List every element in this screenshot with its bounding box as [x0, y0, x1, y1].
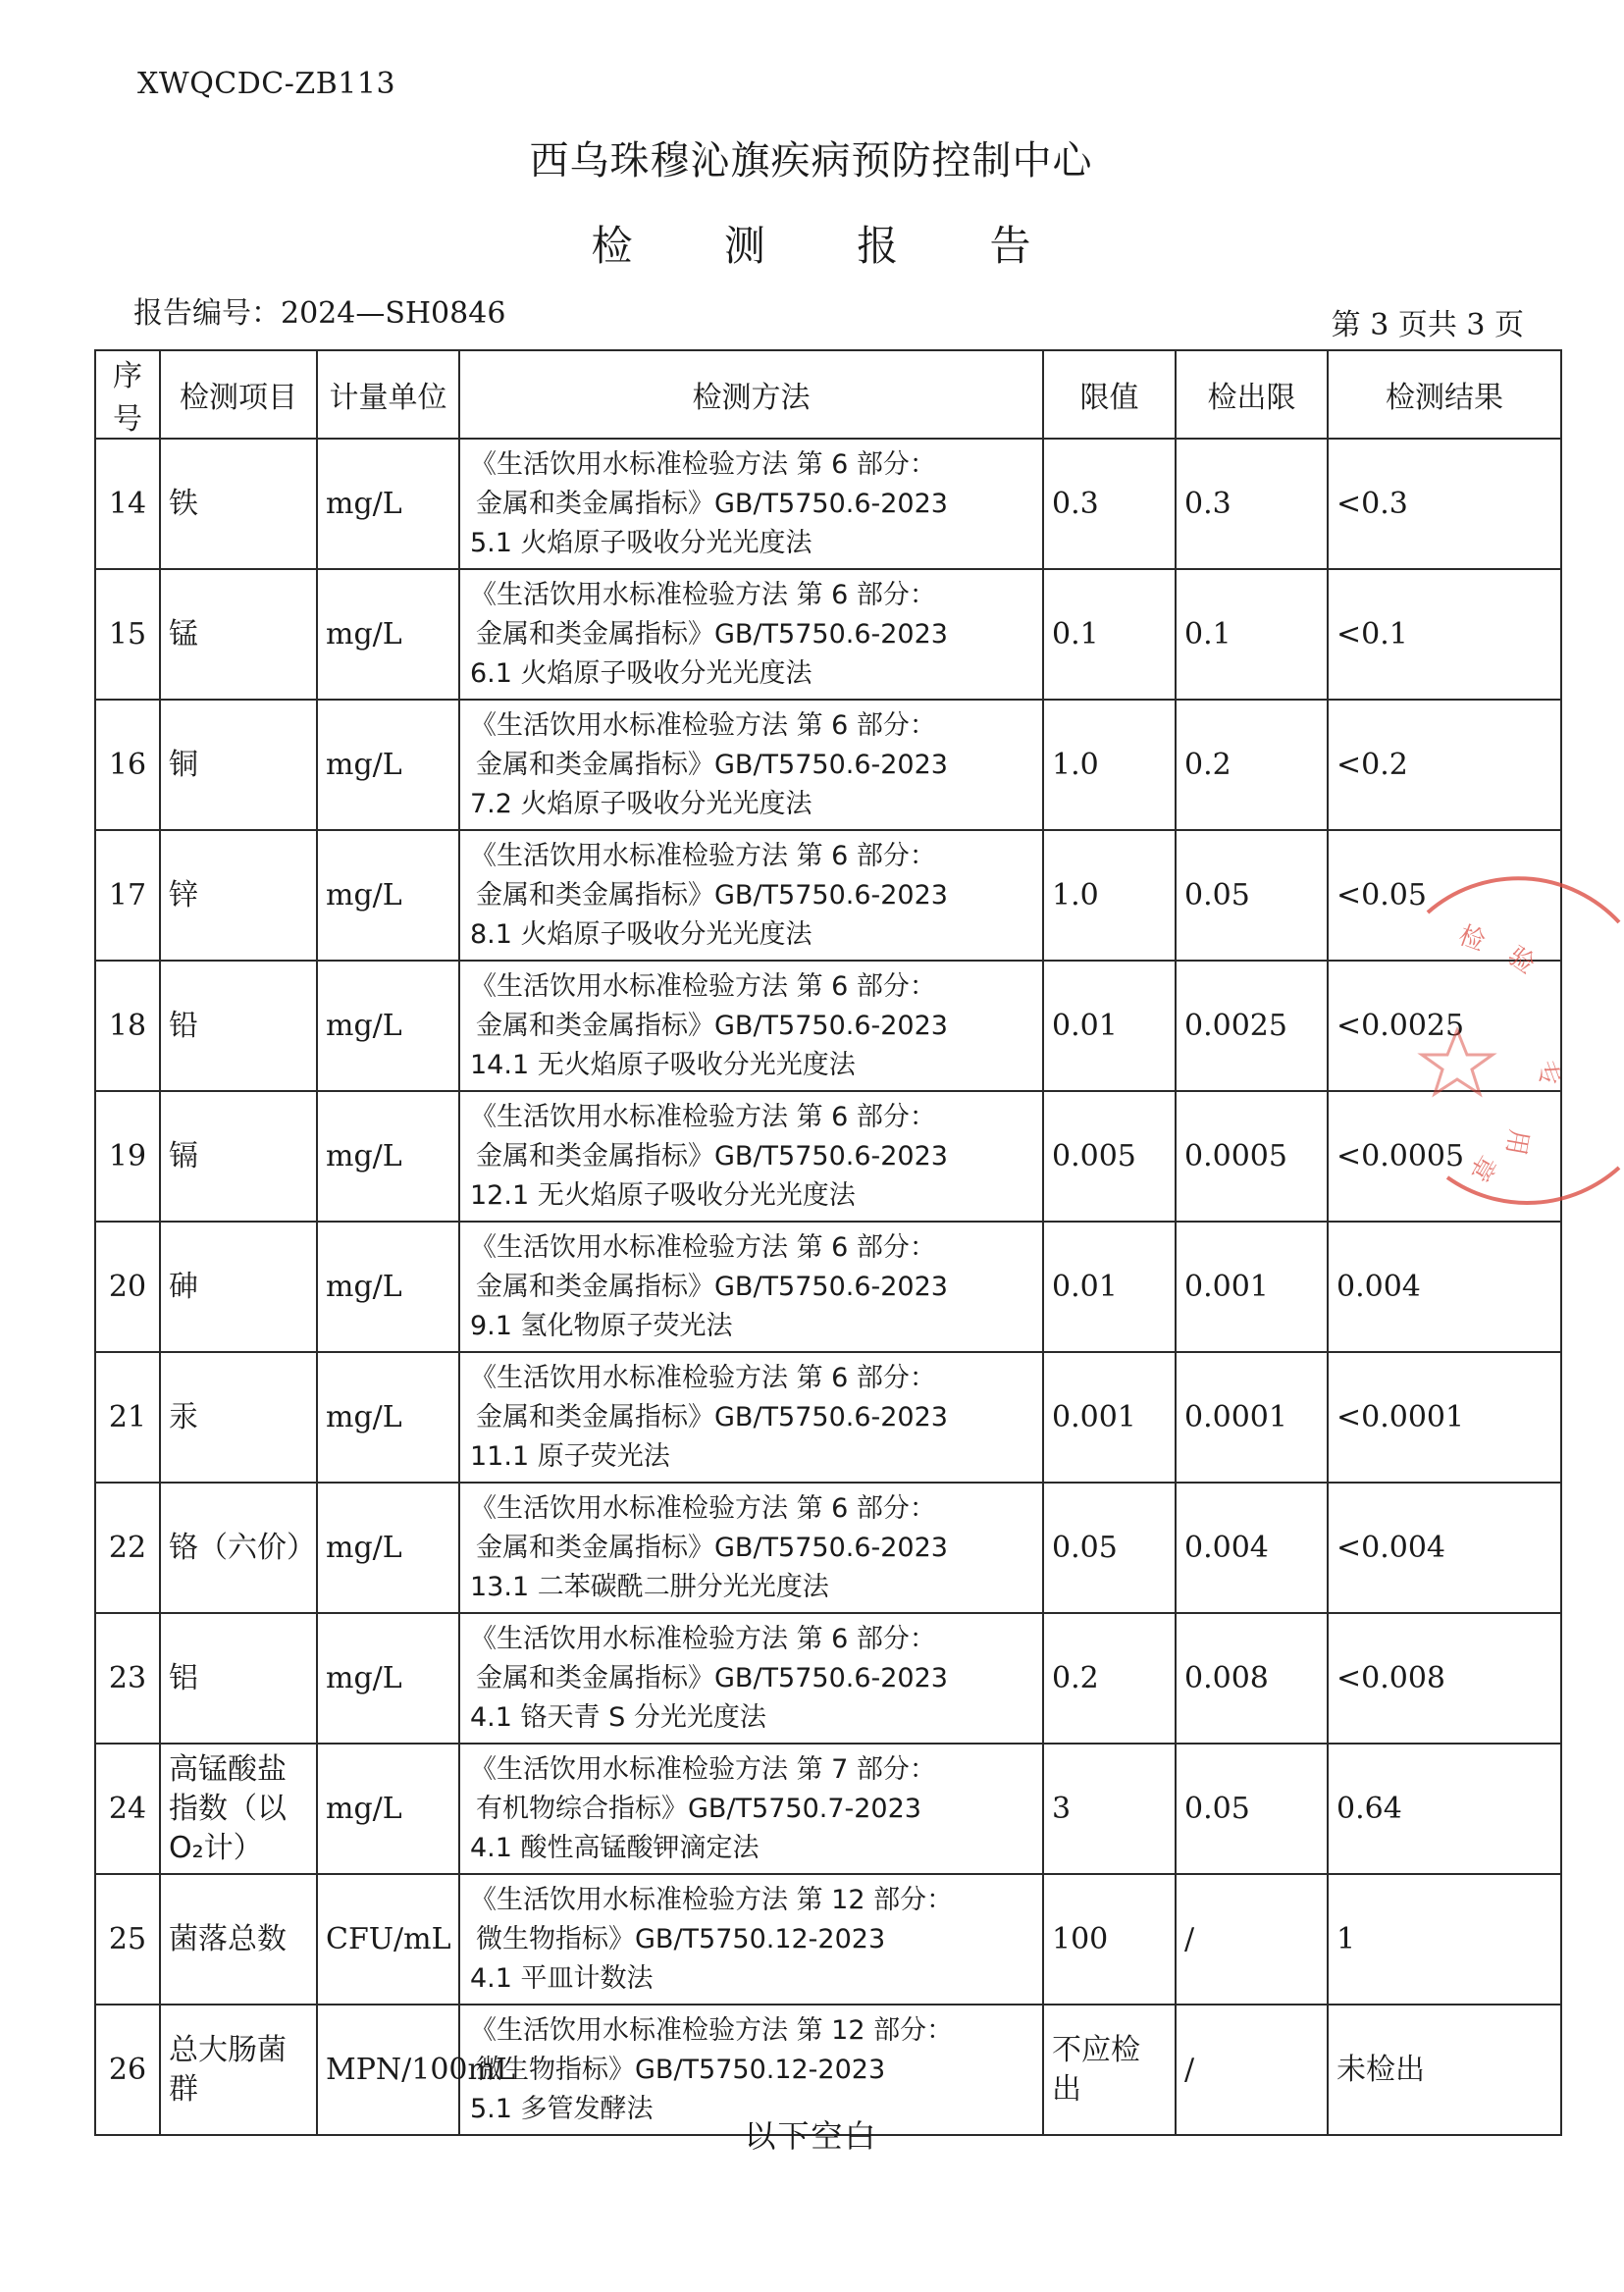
- svg-text:专: 专: [1529, 1057, 1566, 1091]
- test-result: <0.05: [1328, 830, 1561, 961]
- test-method: [459, 1483, 1043, 1613]
- method-line: 《生活饮用水标准检验方法 第 6 部分：: [470, 1492, 936, 1524]
- test-result: <0.008: [1328, 1613, 1561, 1744]
- test-result: <0.0025: [1328, 961, 1561, 1091]
- test-method: [459, 569, 1043, 700]
- limit-value: 0.005: [1043, 1091, 1176, 1222]
- row-number: 16: [95, 700, 160, 830]
- method-line: 4.1 铬天青 S 分光光度法: [470, 1701, 766, 1733]
- method-line: 金属和类金属指标》GB/T5750.6-2023: [476, 1662, 948, 1693]
- method-line: 金属和类金属指标》GB/T5750.6-2023: [476, 618, 948, 650]
- row-number: 15: [95, 569, 160, 700]
- page-info: 第 3 页共 3 页: [1331, 308, 1524, 342]
- test-method: [459, 961, 1043, 1091]
- limit-value: 100: [1043, 1874, 1176, 2005]
- report-title: 检 测 报 告: [591, 222, 1071, 270]
- test-item: 铅: [160, 961, 317, 1091]
- test-result: 0.004: [1328, 1222, 1561, 1352]
- method-line: 6.1 火焰原子吸收分光光度法: [470, 657, 812, 689]
- test-result: <0.0001: [1328, 1352, 1561, 1483]
- test-method: [459, 700, 1043, 830]
- test-item: 菌落总数: [160, 1874, 317, 2005]
- test-method: [459, 1744, 1043, 1874]
- report-number: 报告编号：2024—SH0846: [133, 296, 506, 331]
- table-row: [95, 1352, 1561, 1483]
- unit: mg/L: [317, 1091, 459, 1222]
- test-item: 铁: [160, 439, 317, 569]
- table-row: [95, 1483, 1561, 1613]
- test-method: [459, 1222, 1043, 1352]
- detection-limit: 0.004: [1176, 1483, 1328, 1613]
- limit-value: 不应检出: [1043, 2005, 1176, 2135]
- method-line: 《生活饮用水标准检验方法 第 6 部分：: [470, 579, 936, 610]
- test-item: 铜: [160, 700, 317, 830]
- method-line: 《生活饮用水标准检验方法 第 6 部分：: [470, 1623, 936, 1654]
- row-number: 18: [95, 961, 160, 1091]
- method-line: 《生活饮用水标准检验方法 第 6 部分：: [470, 1231, 936, 1263]
- method-line: 微生物指标》GB/T5750.12-2023: [476, 2054, 886, 2085]
- detection-limit: 0.2: [1176, 700, 1328, 830]
- header-limit: 限值: [1043, 350, 1176, 439]
- test-result: 0.64: [1328, 1744, 1561, 1874]
- method-line: 4.1 酸性高锰酸钾滴定法: [470, 1832, 760, 1863]
- unit: mg/L: [317, 700, 459, 830]
- test-method: [459, 439, 1043, 569]
- test-result: 未检出: [1328, 2005, 1561, 2135]
- method-line: 《生活饮用水标准检验方法 第 7 部分：: [470, 1753, 936, 1785]
- method-line: 《生活饮用水标准检验方法 第 6 部分：: [470, 1362, 936, 1393]
- row-number: 24: [95, 1744, 160, 1874]
- test-result: <0.004: [1328, 1483, 1561, 1613]
- method-line: 《生活饮用水标准检验方法 第 6 部分：: [470, 970, 936, 1002]
- table-header-row: [95, 350, 1561, 439]
- method-line: 《生活饮用水标准检验方法 第 6 部分：: [470, 448, 936, 480]
- method-line: 4.1 平皿计数法: [470, 1962, 654, 1994]
- detection-limit: 0.0001: [1176, 1352, 1328, 1483]
- limit-value: 0.05: [1043, 1483, 1176, 1613]
- header-result: 检测结果: [1328, 350, 1561, 439]
- unit: mg/L: [317, 1483, 459, 1613]
- unit: mg/L: [317, 1744, 459, 1874]
- limit-value: 0.01: [1043, 1222, 1176, 1352]
- detection-limit: /: [1176, 1874, 1328, 2005]
- svg-text:检: 检: [1454, 920, 1490, 958]
- method-line: 金属和类金属指标》GB/T5750.6-2023: [476, 879, 948, 911]
- table-row: [95, 1744, 1561, 1874]
- unit: mg/L: [317, 961, 459, 1091]
- test-item: 砷: [160, 1222, 317, 1352]
- method-line: 微生物指标》GB/T5750.12-2023: [476, 1923, 886, 1954]
- test-result: 1: [1328, 1874, 1561, 2005]
- svg-text:验: 验: [1501, 941, 1541, 980]
- test-item: 铝: [160, 1613, 317, 1744]
- svg-text:用: 用: [1499, 1126, 1534, 1158]
- table-row: [95, 1874, 1561, 2005]
- detection-limit: 0.3: [1176, 439, 1328, 569]
- header-detect-limit: 检出限: [1176, 350, 1328, 439]
- unit: mg/L: [317, 569, 459, 700]
- test-method: [459, 830, 1043, 961]
- limit-value: 0.01: [1043, 961, 1176, 1091]
- method-line: 金属和类金属指标》GB/T5750.6-2023: [476, 1271, 948, 1302]
- test-method: [459, 1874, 1043, 2005]
- method-line: 金属和类金属指标》GB/T5750.6-2023: [476, 1140, 948, 1172]
- svg-text:章: 章: [1462, 1149, 1501, 1187]
- row-number: 14: [95, 439, 160, 569]
- row-number: 22: [95, 1483, 160, 1613]
- method-line: 《生活饮用水标准检验方法 第 6 部分：: [470, 840, 936, 871]
- limit-value: 0.2: [1043, 1613, 1176, 1744]
- method-line: 14.1 无火焰原子吸收分光光度法: [470, 1049, 856, 1080]
- test-item: 锰: [160, 569, 317, 700]
- test-method: [459, 1613, 1043, 1744]
- unit: mg/L: [317, 1222, 459, 1352]
- limit-value: 3: [1043, 1744, 1176, 1874]
- table-row: [95, 1222, 1561, 1352]
- method-line: 金属和类金属指标》GB/T5750.6-2023: [476, 749, 948, 780]
- table-row: [95, 569, 1561, 700]
- unit: CFU/mL: [317, 1874, 459, 2005]
- limit-value: 0.1: [1043, 569, 1176, 700]
- unit: mg/L: [317, 1613, 459, 1744]
- detection-limit: 0.1: [1176, 569, 1328, 700]
- row-number: 23: [95, 1613, 160, 1744]
- test-item: 镉: [160, 1091, 317, 1222]
- test-method: [459, 1091, 1043, 1222]
- limit-value: 1.0: [1043, 700, 1176, 830]
- test-result: <0.3: [1328, 439, 1561, 569]
- header-unit: 计量单位: [317, 350, 459, 439]
- test-item: 总大肠菌群: [160, 2005, 317, 2135]
- limit-value: 0.001: [1043, 1352, 1176, 1483]
- test-method: [459, 1352, 1043, 1483]
- results-table: [94, 349, 1562, 2136]
- method-line: 《生活饮用水标准检验方法 第 12 部分：: [470, 1884, 954, 1915]
- header-method: 检测方法: [459, 350, 1043, 439]
- method-line: 7.2 火焰原子吸收分光光度法: [470, 788, 812, 819]
- test-result: <0.0005: [1328, 1091, 1561, 1222]
- test-item: 汞: [160, 1352, 317, 1483]
- test-item: 锌: [160, 830, 317, 961]
- method-line: 有机物综合指标》GB/T5750.7-2023: [476, 1793, 921, 1824]
- test-result: <0.1: [1328, 569, 1561, 700]
- method-line: 金属和类金属指标》GB/T5750.6-2023: [476, 488, 948, 519]
- test-item: 高锰酸盐指数（以O₂计）: [160, 1744, 317, 1874]
- row-number: 17: [95, 830, 160, 961]
- header-item: 检测项目: [160, 350, 317, 439]
- blank-below-note: 以下空白: [744, 2117, 878, 2155]
- detection-limit: 0.0025: [1176, 961, 1328, 1091]
- row-number: 26: [95, 2005, 160, 2135]
- method-line: 9.1 氢化物原子荧光法: [470, 1310, 733, 1341]
- method-line: 《生活饮用水标准检验方法 第 6 部分：: [470, 709, 936, 741]
- method-line: 5.1 火焰原子吸收分光光度法: [470, 527, 812, 558]
- table-row: [95, 1091, 1561, 1222]
- table-row: [95, 1613, 1561, 1744]
- method-line: 《生活饮用水标准检验方法 第 12 部分：: [470, 2014, 954, 2046]
- test-item: 铬（六价）: [160, 1483, 317, 1613]
- header-no: 序号: [95, 350, 160, 439]
- row-number: 20: [95, 1222, 160, 1352]
- unit: mg/L: [317, 439, 459, 569]
- detection-limit: 0.008: [1176, 1613, 1328, 1744]
- table-row: [95, 830, 1561, 961]
- test-result: <0.2: [1328, 700, 1561, 830]
- limit-value: 1.0: [1043, 830, 1176, 961]
- detection-limit: 0.001: [1176, 1222, 1328, 1352]
- limit-value: 0.3: [1043, 439, 1176, 569]
- row-number: 19: [95, 1091, 160, 1222]
- method-line: 金属和类金属指标》GB/T5750.6-2023: [476, 1010, 948, 1041]
- method-line: 11.1 原子荧光法: [470, 1440, 670, 1472]
- document-code: XWQCDC-ZB113: [137, 67, 396, 101]
- organization-name: 西乌珠穆沁旗疾病预防控制中心: [529, 138, 1093, 183]
- method-line: 13.1 二苯碳酰二肼分光光度法: [470, 1571, 829, 1602]
- row-number: 21: [95, 1352, 160, 1483]
- detection-limit: 0.0005: [1176, 1091, 1328, 1222]
- table-row: [95, 700, 1561, 830]
- unit: mg/L: [317, 830, 459, 961]
- unit: mg/L: [317, 1352, 459, 1483]
- method-line: 金属和类金属指标》GB/T5750.6-2023: [476, 1401, 948, 1432]
- table-row: [95, 439, 1561, 569]
- method-line: 8.1 火焰原子吸收分光光度法: [470, 918, 812, 950]
- method-line: 5.1 多管发酵法: [470, 2093, 654, 2124]
- table-row: [95, 961, 1561, 1091]
- method-line: 《生活饮用水标准检验方法 第 6 部分：: [470, 1101, 936, 1132]
- row-number: 25: [95, 1874, 160, 2005]
- detection-limit: 0.05: [1176, 830, 1328, 961]
- detection-limit: /: [1176, 2005, 1328, 2135]
- unit: MPN/100mL: [317, 2005, 459, 2135]
- detection-limit: 0.05: [1176, 1744, 1328, 1874]
- method-line: 金属和类金属指标》GB/T5750.6-2023: [476, 1532, 948, 1563]
- method-line: 12.1 无火焰原子吸收分光光度法: [470, 1179, 856, 1211]
